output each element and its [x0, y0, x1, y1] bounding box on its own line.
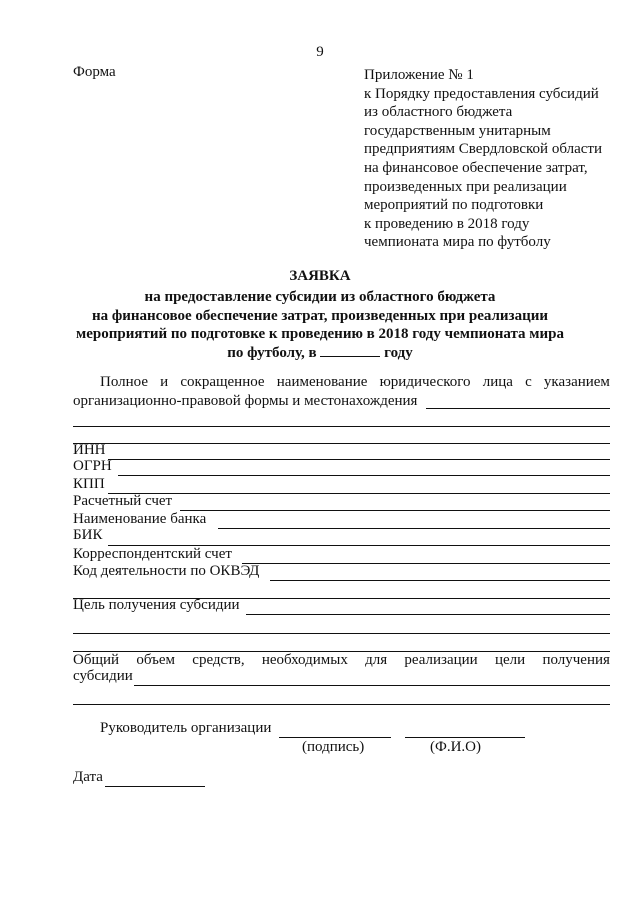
appendix-block — [364, 66, 602, 252]
bank-label: Наименование банка — [73, 511, 207, 527]
org-name-field-line[interactable] — [73, 443, 610, 444]
total-line-1 — [73, 652, 610, 669]
account-field-line[interactable] — [180, 510, 610, 511]
subtitle-line-year — [0, 344, 640, 363]
total-word: необходимых — [261, 652, 348, 668]
appendix-line: на финансовое обеспечение затрат, — [364, 159, 588, 176]
appendix-line: из областного бюджета — [364, 104, 513, 121]
total-word: средств, — [192, 652, 245, 668]
okved-field-line[interactable] — [270, 580, 610, 581]
total-line-2: субсидии — [73, 668, 133, 684]
ogrn-label: ОГРН — [73, 458, 112, 474]
purpose-field-line[interactable] — [246, 614, 610, 615]
bank-field-line[interactable] — [218, 528, 610, 529]
appendix-line: предприятиям Свердловской области — [364, 141, 602, 158]
appendix-line: к проведению в 2018 году — [364, 215, 530, 232]
purpose-field-line[interactable] — [73, 633, 610, 634]
head-label: Руководитель организации — [100, 720, 272, 736]
ogrn-field-line[interactable] — [118, 475, 610, 476]
appendix-line: Приложение № 1 — [364, 67, 474, 83]
document-subtitle — [0, 288, 640, 362]
subtitle-line: на предоставление субсидии из областного бюджета — [144, 289, 496, 305]
appendix-line: чемпионата мира по футболу — [364, 234, 551, 251]
intro-line-1 — [100, 374, 610, 391]
total-field-line[interactable] — [73, 704, 610, 705]
intro-word: с — [525, 374, 532, 390]
signature-caption: (подпись) — [302, 739, 365, 755]
bik-label: БИК — [73, 527, 103, 543]
appendix-line: мероприятий по подготовки — [364, 197, 544, 214]
total-word: получения — [542, 652, 610, 668]
subtitle-line: мероприятий по подготовке к проведению в 2018 году чемпионата мира — [76, 326, 564, 342]
year-blank-field[interactable] — [320, 344, 380, 357]
intro-word: лица — [482, 374, 513, 390]
account-label: Расчетный счет — [73, 493, 173, 509]
appendix-line: государственным унитарным — [364, 122, 551, 139]
corr-account-field-line[interactable] — [242, 563, 610, 564]
subtitle-year-suffix: году — [384, 344, 413, 361]
intro-word: и — [160, 374, 169, 390]
kpp-label: КПП — [73, 476, 105, 492]
inn-field-line[interactable] — [108, 459, 610, 460]
appendix-line: к Порядку предоставления субсидий — [364, 85, 599, 102]
purpose-label: Цель получения субсидии — [73, 597, 240, 613]
page-number: 9 — [316, 44, 324, 60]
inn-label: ИНН — [73, 442, 106, 458]
date-label: Дата — [73, 769, 103, 785]
intro-word: сокращенное — [180, 374, 265, 390]
corr-account-label: Корреспондентский счет — [73, 546, 232, 562]
total-word: Общий — [73, 652, 120, 668]
signature-field-line[interactable] — [279, 737, 391, 738]
subtitle-year-prefix: по футболу, в — [227, 344, 317, 361]
total-word: для — [365, 652, 388, 668]
name-caption: (Ф.И.О) — [430, 739, 482, 755]
appendix-line: произведенных при реализации — [364, 178, 567, 195]
name-field-line[interactable] — [405, 737, 525, 738]
okved-label: Код деятельности по ОКВЭД — [73, 563, 260, 579]
intro-line-2: организационно-правовой формы и местонахождения — [73, 393, 418, 409]
intro-word: наименование — [276, 374, 368, 390]
total-word: объем — [136, 652, 176, 668]
org-name-field-line[interactable] — [426, 408, 610, 409]
subtitle-line: на финансовое обеспечение затрат, произведенных при реализации — [91, 307, 549, 324]
total-field-line[interactable] — [134, 685, 610, 686]
form-label: Форма — [73, 64, 116, 80]
kpp-field-line[interactable] — [108, 493, 610, 494]
intro-word: Полное — [100, 374, 148, 390]
intro-word: указанием — [543, 374, 610, 390]
total-word: реализации — [404, 652, 478, 668]
date-field-line[interactable] — [105, 786, 205, 787]
document-title: ЗАЯВКА — [289, 268, 351, 284]
org-name-field-line[interactable] — [73, 426, 610, 427]
total-word: цели — [494, 652, 526, 668]
intro-word: юридического — [379, 374, 471, 390]
